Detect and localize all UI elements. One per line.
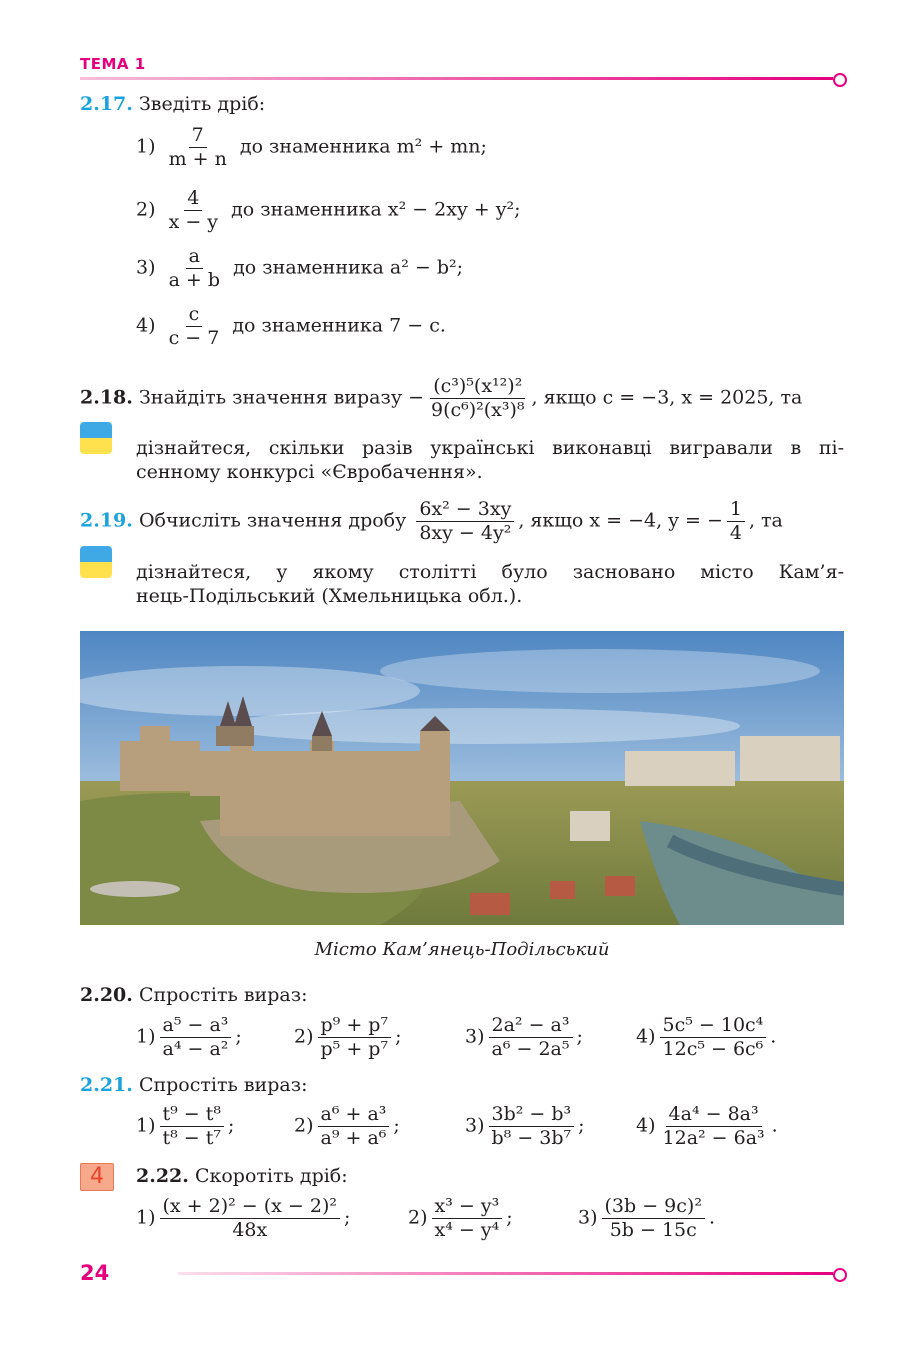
header-rule	[80, 77, 833, 80]
item-label: 4)	[136, 314, 156, 337]
exercise-number: 2.20.	[80, 984, 133, 1006]
exercise-2-21-heading	[80, 1074, 307, 1096]
numerator: 2a² − a³	[489, 1014, 573, 1038]
exercise-text: Зведіть дріб:	[138, 93, 266, 115]
exercise-number: 2.21.	[80, 1074, 133, 1096]
item-label: 1)	[136, 135, 156, 158]
punctuation: ;	[578, 1114, 585, 1137]
exercise-2-17-heading	[80, 93, 265, 115]
denominator: c − 7	[168, 326, 220, 349]
ukraine-flag-icon	[80, 422, 112, 454]
exercise-text: Знайдіть значення виразу	[138, 386, 403, 409]
castle-illustration	[80, 631, 844, 925]
item-label: 3)	[465, 1114, 485, 1137]
photo-caption: Місто Кам’янець-Подільський	[314, 939, 610, 960]
numerator: a⁵ − a³	[160, 1014, 232, 1038]
numerator: 6x² − 3xy	[416, 498, 514, 522]
numerator: 4a⁴ − 8a³	[666, 1103, 762, 1127]
exercise-2-19-text	[136, 560, 844, 608]
exercise-number: 2.17.	[80, 93, 133, 115]
fraction	[432, 1195, 503, 1242]
topic-heading: ТЕМА 1	[80, 55, 146, 73]
exercise-text: , якщо c = −3, x = 2025, та	[531, 386, 803, 409]
punctuation: ;	[395, 1025, 402, 1048]
item-label: 4)	[636, 1025, 656, 1048]
denominator: x − y	[168, 210, 219, 233]
ukraine-flag-icon	[80, 546, 112, 578]
punctuation: ;	[228, 1114, 235, 1137]
text-line: нець-Подільський (Хмельницька обл.).	[136, 585, 523, 607]
exercise-number: 2.19.	[80, 509, 133, 532]
fraction	[416, 498, 514, 545]
exercise-2-22-item-1	[136, 1195, 350, 1242]
item-label: 3)	[578, 1206, 598, 1229]
fraction	[318, 1103, 390, 1150]
exercise-2-20-heading	[80, 984, 307, 1006]
exercise-number: 2.22.	[136, 1165, 189, 1187]
fraction	[166, 303, 223, 350]
denominator: t⁸ − t⁷	[162, 1126, 222, 1149]
fraction	[660, 1014, 767, 1061]
fraction	[166, 124, 230, 171]
exercise-text: Спростіть вираз:	[138, 984, 308, 1006]
item-label: 2)	[294, 1114, 314, 1137]
exercise-2-17-item-1	[136, 124, 487, 171]
item-label: 1)	[136, 1206, 156, 1229]
denominator: a + b	[168, 268, 221, 291]
numerator: 1	[727, 498, 745, 522]
text-line: дізнайтеся, у якому столітті було засновано місто Кам’я-	[136, 561, 844, 583]
punctuation: .	[770, 1025, 777, 1048]
numerator: c	[186, 303, 203, 327]
fraction	[318, 1014, 392, 1061]
fraction	[602, 1195, 705, 1242]
numerator: (c³)⁵(x¹²)²	[430, 375, 525, 399]
fraction	[166, 245, 224, 292]
exercise-2-20-item-1	[136, 1014, 242, 1061]
item-label: 2)	[294, 1025, 314, 1048]
exercise-2-21-item-3	[465, 1103, 585, 1150]
numerator: 5c⁵ − 10c⁴	[660, 1014, 767, 1038]
item-label: 3)	[465, 1025, 485, 1048]
denominator: a⁹ + a⁶	[320, 1126, 387, 1149]
exercise-text: , та	[748, 509, 783, 532]
numerator: (x + 2)² − (x − 2)²	[160, 1195, 341, 1219]
denominator: m + n	[168, 147, 227, 170]
fraction	[160, 1014, 232, 1061]
numerator: a	[186, 245, 203, 269]
numerator: p⁹ + p⁷	[318, 1014, 392, 1038]
punctuation: ;	[393, 1114, 400, 1137]
denominator: 4	[729, 521, 742, 544]
item-text: до знаменника a² − b²;	[233, 256, 464, 279]
fraction	[489, 1014, 573, 1061]
punctuation: ;	[576, 1025, 583, 1048]
text-line: дізнайтеся, скільки разів українські виконавці вигравали в пі-	[136, 437, 844, 459]
numerator: 4	[184, 187, 202, 211]
item-label: 1)	[136, 1114, 156, 1137]
denominator: x⁴ − y⁴	[434, 1218, 500, 1241]
numerator: a⁶ + a³	[318, 1103, 390, 1127]
exercise-2-22-item-2	[408, 1195, 513, 1242]
denominator: a⁴ − a²	[162, 1037, 229, 1060]
exercise-2-18-line-1: 2.18. Знайдіть значення виразу − $\frac{\text{(c³)⁵(x¹²)²}}{\text{9(c⁶)²(x³)⁸}}$ , якщо c = −3, x = 2025, та	[80, 375, 803, 421]
exercise-2-18-text	[136, 436, 844, 484]
footer-rule-end-icon	[833, 1268, 847, 1282]
fraction	[160, 1195, 341, 1242]
kamianets-photo	[80, 631, 844, 925]
fraction	[727, 498, 745, 545]
punctuation: .	[708, 1206, 715, 1229]
item-text: до знаменника x² − 2xy + y²;	[231, 198, 521, 221]
denominator: b⁸ − 3b⁷	[491, 1126, 572, 1149]
exercise-text: , якщо x = −4, y = −	[518, 509, 723, 532]
text-line: сенному конкурсі «Євробачення».	[136, 461, 483, 483]
numerator: x³ − y³	[432, 1195, 503, 1219]
item-text: до знаменника 7 − c.	[232, 314, 446, 337]
punctuation: .	[771, 1114, 778, 1137]
fraction	[489, 1103, 575, 1150]
item-text: до знаменника m² + mn;	[239, 135, 487, 158]
exercise-2-21-item-1	[136, 1103, 234, 1150]
exercise-text: Скоротіть дріб:	[194, 1165, 348, 1187]
denominator: a⁶ − 2a⁵	[491, 1037, 570, 1060]
denominator: 12c⁵ − 6c⁶	[662, 1037, 764, 1060]
fraction	[428, 375, 528, 422]
denominator: 48x	[232, 1218, 268, 1241]
numerator: 3b² − b³	[489, 1103, 575, 1127]
exercise-2-22-item-3	[578, 1195, 715, 1242]
denominator: 12a² − 6a³	[662, 1126, 765, 1149]
exercise-number: 2.18.	[80, 386, 133, 409]
numerator: 7	[189, 124, 207, 148]
footer-rule	[178, 1272, 833, 1275]
fraction	[660, 1103, 768, 1150]
numerator: t⁹ − t⁸	[160, 1103, 225, 1127]
exercise-2-20-item-2	[294, 1014, 401, 1061]
exercise-text: Обчисліть значення дробу	[138, 509, 407, 532]
punctuation: ;	[344, 1206, 351, 1229]
exercise-2-22-heading	[136, 1165, 348, 1187]
denominator: 8xy − 4y²	[419, 521, 512, 544]
page-number: 24	[80, 1261, 110, 1285]
fraction	[166, 187, 221, 234]
exercise-2-21-item-2	[294, 1103, 400, 1150]
exercise-2-17-item-2	[136, 187, 520, 234]
exercise-2-20-item-3	[465, 1014, 583, 1061]
exercise-2-20-item-4	[636, 1014, 776, 1061]
item-label: 2)	[136, 198, 156, 221]
exercise-2-21-item-4	[636, 1103, 778, 1150]
punctuation: ;	[235, 1025, 242, 1048]
exercise-2-17-item-3	[136, 245, 463, 292]
exercise-2-17-item-4	[136, 303, 446, 350]
punctuation: ;	[506, 1206, 513, 1229]
denominator: p⁵ + p⁷	[320, 1037, 389, 1060]
item-label: 4)	[636, 1114, 656, 1137]
item-label: 3)	[136, 256, 156, 279]
numerator: (3b − 9c)²	[602, 1195, 705, 1219]
exercise-2-19-line-1	[80, 498, 783, 545]
item-label: 1)	[136, 1025, 156, 1048]
level-4-badge-icon: 4	[80, 1163, 114, 1191]
header-rule-end-icon	[833, 73, 847, 87]
denominator: 9(c⁶)²(x³)⁸	[430, 398, 525, 421]
item-label: 2)	[408, 1206, 428, 1229]
denominator: 5b − 15c	[609, 1218, 697, 1241]
fraction	[160, 1103, 225, 1150]
exercise-text: Спростіть вираз:	[138, 1074, 308, 1096]
